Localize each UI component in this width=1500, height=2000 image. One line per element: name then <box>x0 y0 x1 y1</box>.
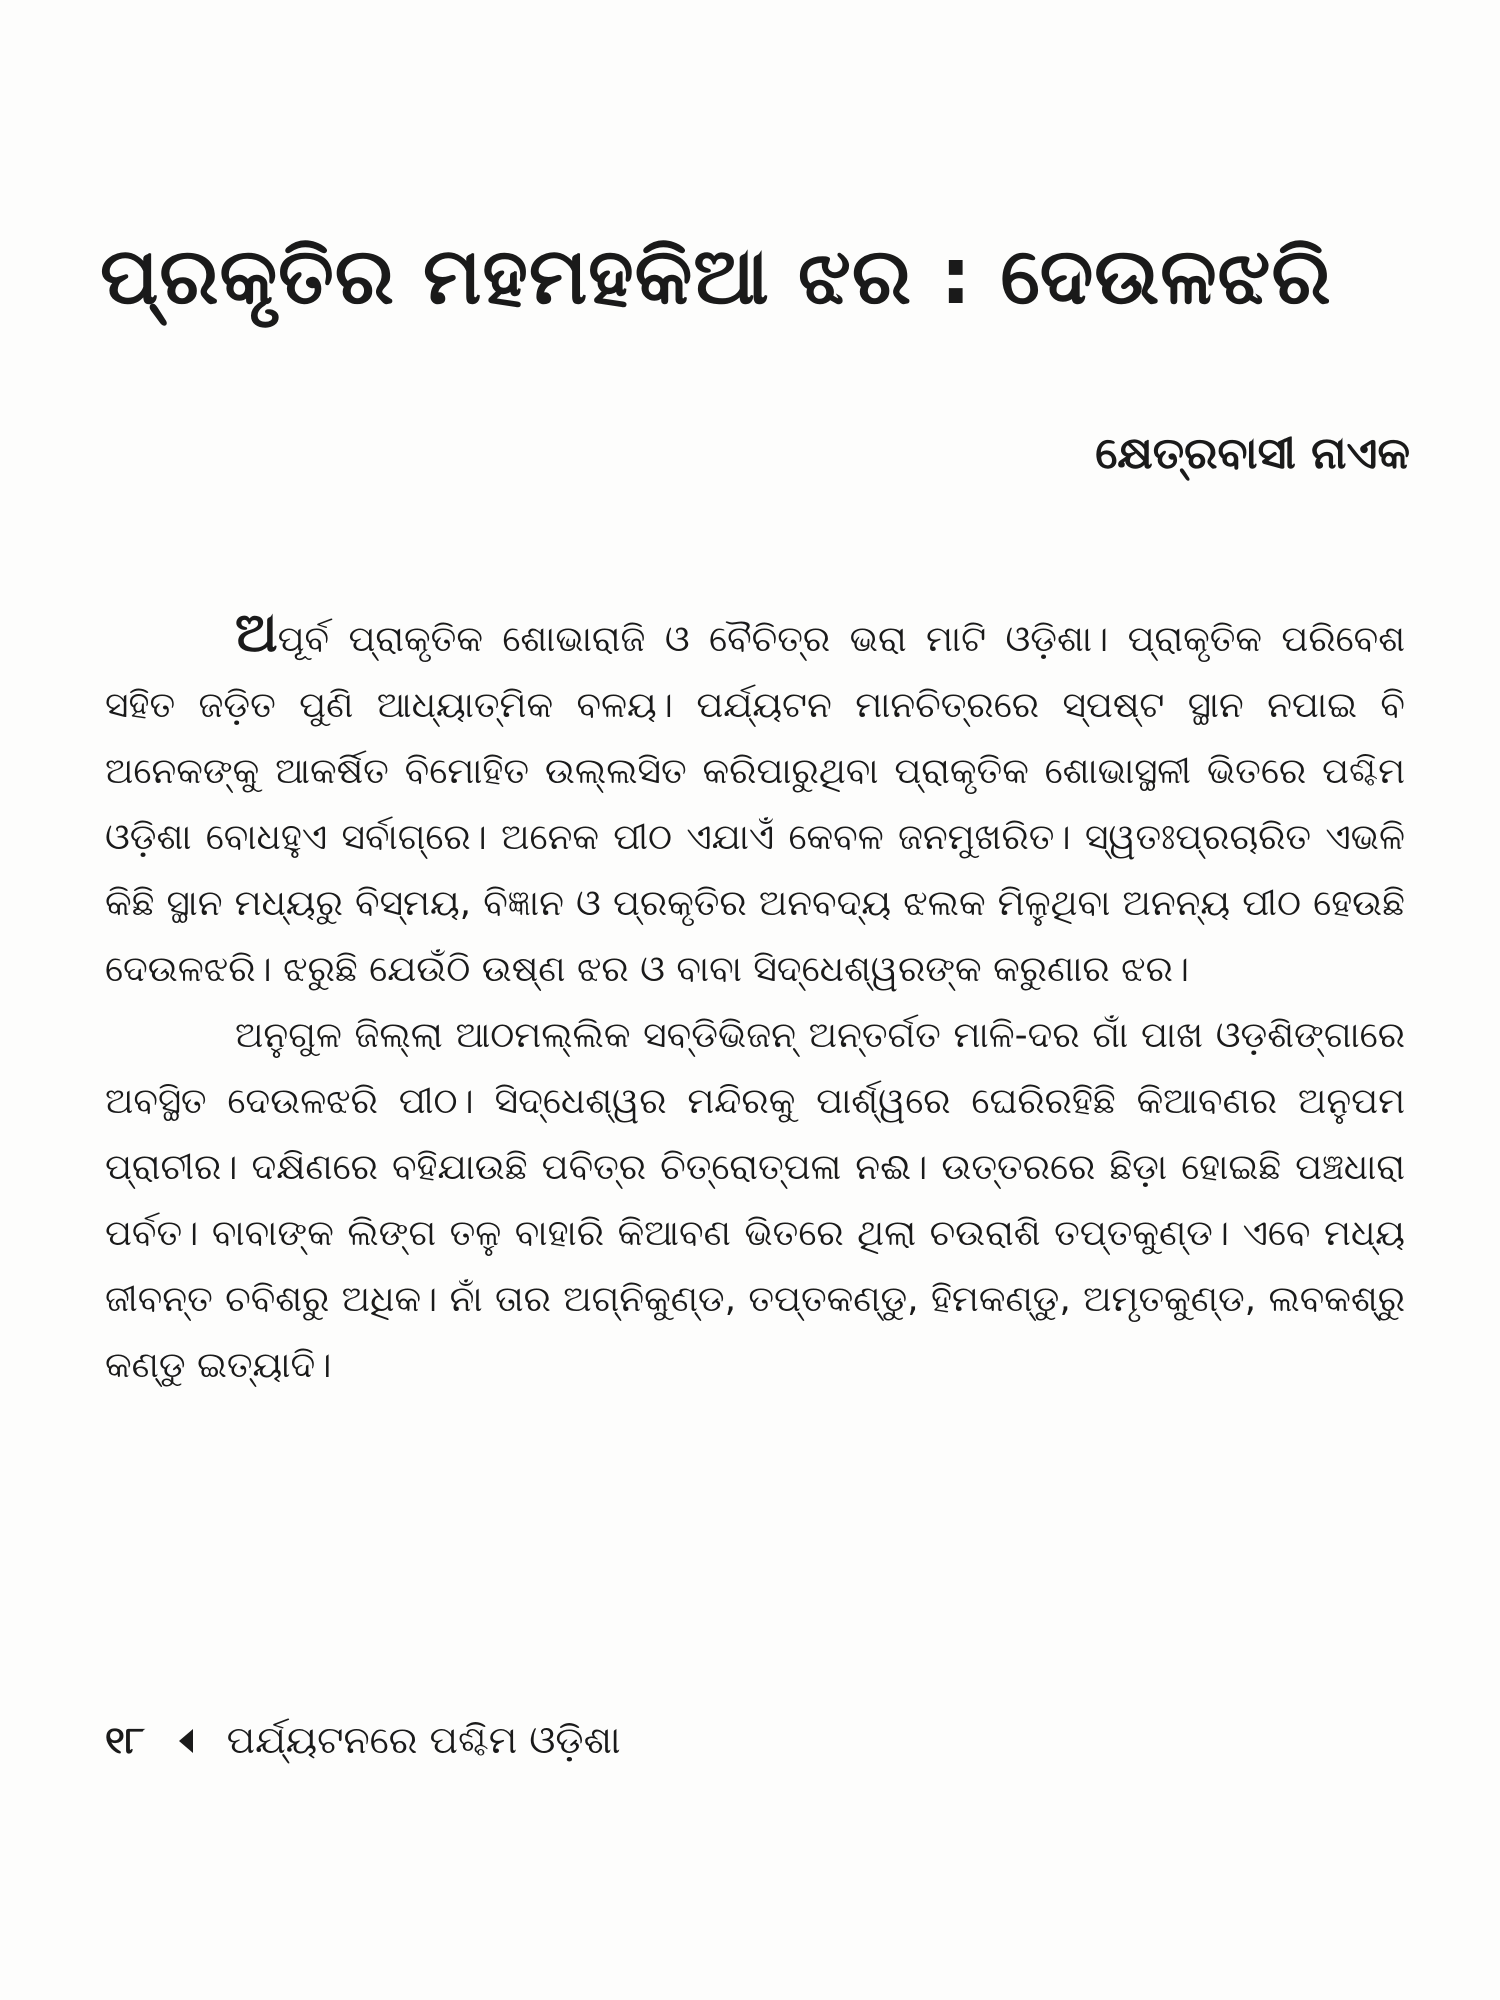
paragraph <box>105 1003 1405 1399</box>
article-body <box>105 600 1405 1399</box>
paragraph-text: ଅନୁଗୁଳ ଜିଲ୍ଲା ଆଠମଲ୍ଲିକ ସବ୍‌ଡିଭିଜନ୍ ଅନ୍ତର୍ଗତ ମାଳି-ଦର ଗାଁ ପାଖ ଓଡ଼ଶିଙ୍ଗାରେ ଅବସ୍ଥିତ ଦେଉଳଝରି ପୀଠ। ସିଦ୍ଧେଶ୍ୱର ମନ୍ଦିରକୁ ପାର୍ଶ୍ୱରେ ଘେରିରହିଛି କିଆବଣର ଅନୁପମ ପ୍ରାଚୀର। ଦକ୍ଷିଣରେ ବହିଯାଉଛି ପବିତ୍ର ଚିତ୍ରୋତ୍ପଳା ନଈ। ଉତ୍ତରରେ ଛିଡ଼ା ହୋଇଛି ପଞ୍ଚଧାରା ପର୍ବତ। ବାବାଙ୍କ ଲିଙ୍ଗ ତଳୁ ବାହାରି କିଆବଣ ଭିତରେ ଥିଲା ଚଉରାଶି ତପ୍ତକୁଣ୍ଡ। ଏବେ ମଧ୍ୟ ଜୀବନ୍ତ ଚବିଶରୁ ଅଧିକ। ନାଁ ତାର ଅଗ୍ନିକୁଣ୍ଡ, ତପ୍ତକଣ୍ଡୁ, ହିମକଣ୍ଡୁ, ଅମୃତକୁଣ୍ଡ, ଲବକଶ୍ରୁ କଣ୍ଡୁ ଇତ୍ୟାଦି। <box>105 1015 1405 1386</box>
page-footer <box>105 1718 621 1763</box>
author-name: କ୍ଷେତ୍ରବାସୀ ନାଏକ <box>1095 428 1410 479</box>
book-title: ପର୍ଯ୍ୟଟନରେ ପଶ୍ଚିମ ଓଡ଼ିଶା <box>226 1718 621 1762</box>
paragraph-text: ପୂର୍ବ ପ୍ରାକୃତିକ ଶୋଭାରାଜି ଓ ବୈଚିତ୍ର ଭରା ମାଟି ଓଡ଼ିଶା। ପ୍ରାକୃତିକ ପରିବେଶ ସହିତ ଜଡ଼ିତ ପୁଣି ଆଧ୍ୟାତ୍ମିକ ବଳୟ। ପର୍ଯ୍ୟଟନ ମାନଚିତ୍ରରେ ସ୍ପଷ୍ଟ ସ୍ଥାନ ନପାଇ ବି ଅନେକଙ୍କୁ ଆକର୍ଷିତ ବିମୋହିତ ଉଲ୍ଲସିତ କରିପାରୁଥିବା ପ୍ରାକୃତିକ ଶୋଭାସ୍ଥଳୀ ଭିତରେ ପଶ୍ଚିମ ଓଡ଼ିଶା ବୋଧହୁଏ ସର୍ବାଗ୍ରେ। ଅନେକ ପୀଠ ଏଯାଏଁ କେବଳ ଜନମୁଖରିତ। ସ୍ୱତଃପ୍ରଚାରିତ ଏଭଳି କିଛି ସ୍ଥାନ ମଧ୍ୟରୁ ବିସ୍ମୟ, ବିଜ୍ଞାନ ଓ ପ୍ରକୃତିର ଅନବଦ୍ୟ ଝଲକ ମିଳୁଥିବା ଅନନ୍ୟ ପୀଠ ହେଉଛି ଦେଉଳଝରି। ଝରୁଛି ଯେଉଁଠି ଉଷ୍ଣ ଝର ଓ ବାବା ସିଦ୍ଧେଶ୍ୱରଙ୍କ କରୁଣାର ଝର। <box>105 619 1405 990</box>
article-title: ପ୍ରକୃତିର ମହମହକିଆ ଝର : ଦେଉଳଝରି <box>100 232 1332 322</box>
page-number: ୧୮ <box>105 1718 145 1762</box>
drop-cap: ଅ <box>235 601 278 664</box>
triangle-left-icon <box>179 1729 193 1753</box>
paragraph <box>105 600 1405 1003</box>
